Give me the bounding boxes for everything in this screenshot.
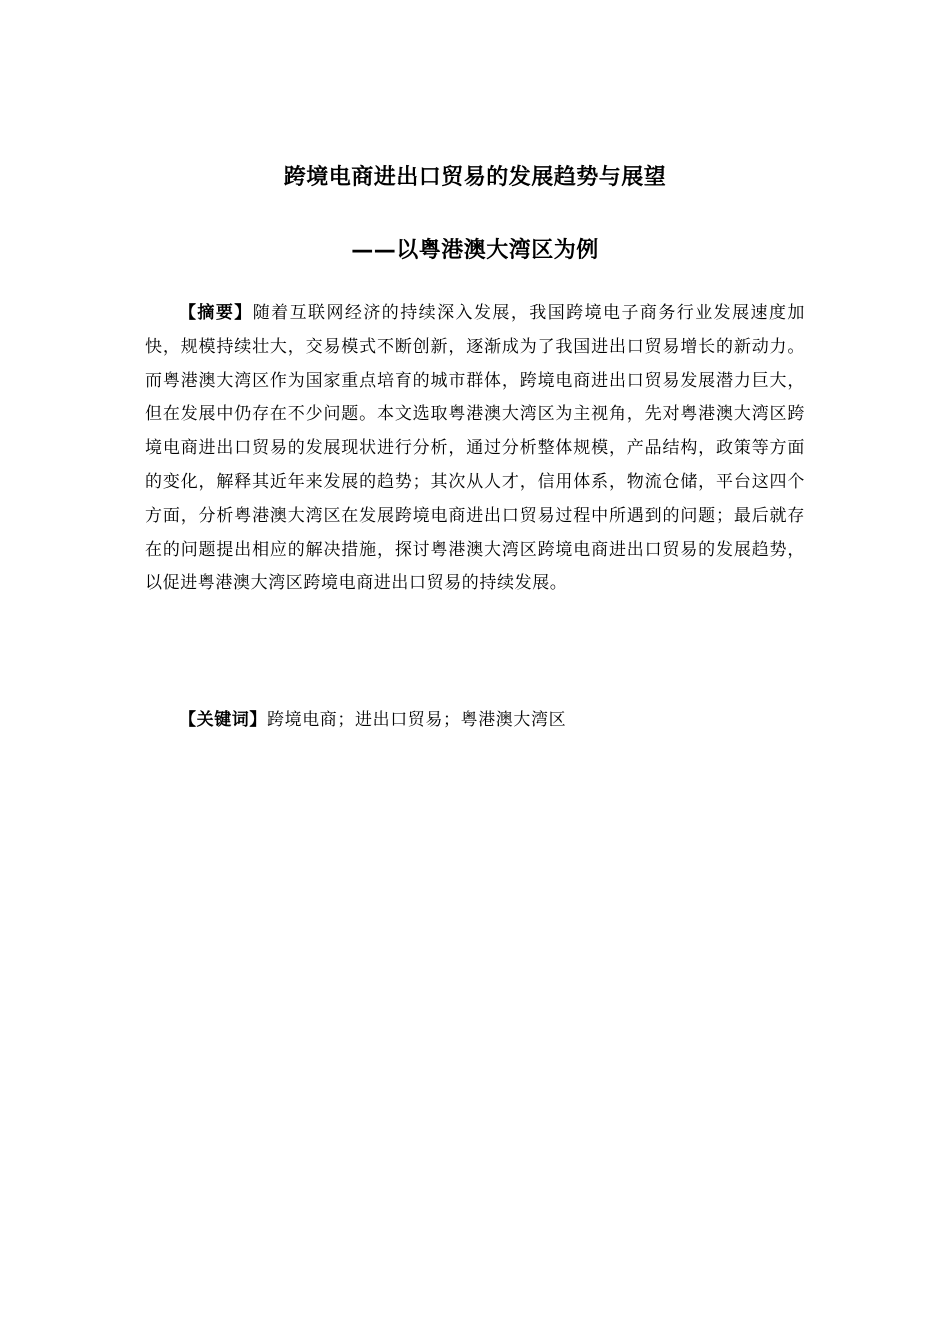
abstract-label: 【摘要】 (179, 303, 253, 323)
keywords-label: 【关键词】 (179, 710, 267, 730)
keywords-paragraph (145, 704, 805, 737)
paper-subtitle: ——以粤港澳大湾区为例 (351, 238, 599, 263)
paper-title: 跨境电商进出口贸易的发展趋势与展望 (283, 165, 667, 190)
keywords-text: 跨境电商；进出口贸易；粤港澳大湾区 (267, 710, 567, 730)
abstract-paragraph (145, 297, 805, 601)
abstract-text: 随着互联网经济的持续深入发展，我国跨境电子商务行业发展速度加快，规模持续壮大，交易模式不断创新，逐渐成为了我国进出口贸易增长的新动力。而粤港澳大湾区作为国家重点培育的城市群体，跨境电商进出口贸易发展潜力巨大，但在发展中仍存在不少问题。本文选取粤港澳大湾区为主视角，先对粤港澳大湾区跨境电商进出口贸易的发展现状进行分析，通过分析整体规模，产品结构，政策等方面的变化，解释其近年来发展的趋势；其次从人才，信用体系，物流仓储，平台这四个方面，分析粤港澳大湾区在发展跨境电商进出口贸易过程中所遇到的问题；最后就存在的问题提出相应的解决措施，探讨粤港澳大湾区跨境电商进出口贸易的发展趋势，以促进粤港澳大湾区跨境电商进出口贸易的持续发展。 (145, 303, 805, 594)
